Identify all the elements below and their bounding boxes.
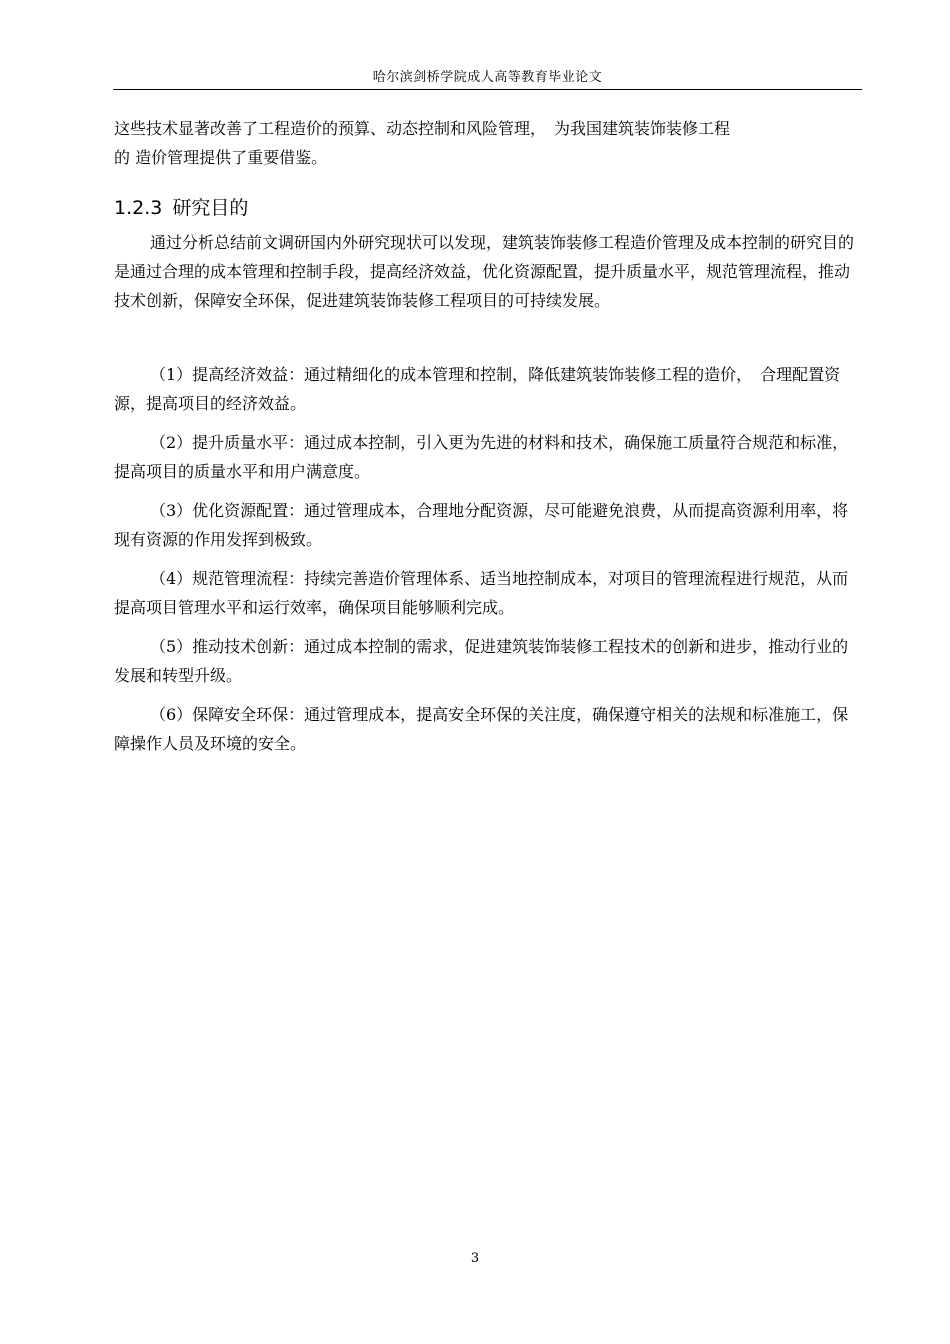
- header-divider: [113, 89, 862, 90]
- section-number: 1.2.3: [114, 197, 163, 219]
- section-heading: [114, 193, 248, 220]
- page-number: 3: [470, 1251, 480, 1266]
- item-paragraph-3: （3）优化资源配置：通过管理成本，合理地分配资源，尽可能避免浪费，从而提高资源利用率，将现有资源的作用发挥到极致。: [114, 501, 849, 549]
- item-paragraph-1: （1）提高经济效益：通过精细化的成本管理和控制，降低建筑装饰装修工程的造价， 合理配置资源，提高项目的经济效益。: [114, 365, 841, 413]
- section-title: 研究目的: [172, 197, 249, 219]
- intro-line-1: 这些技术显著改善了工程造价的预算、动态控制和风险管理， 为我国建筑装饰装修工程: [114, 119, 731, 138]
- page-header: 哈尔滨剑桥学院成人高等教育毕业论文: [372, 70, 603, 85]
- item-paragraph-6: （6）保障安全环保：通过管理成本，提高安全环保的关注度，确保遵守相关的法规和标准施工，保障操作人员及环境的安全。: [114, 705, 849, 753]
- item-paragraph-2: （2）提升质量水平：通过成本控制，引入更为先进的材料和技术，确保施工质量符合规范和标准，提高项目的质量水平和用户满意度。: [114, 433, 849, 481]
- item-paragraph-5: （5）推动技术创新：通过成本控制的需求，促进建筑装饰装修工程技术的创新和进步，推动行业的发展和转型升级。: [114, 637, 849, 685]
- item-paragraph-4: （4）规范管理流程：持续完善造价管理体系、适当地控制成本，对项目的管理流程进行规范，从而提高项目管理水平和运行效率，确保项目能够顺利完成。: [114, 569, 849, 617]
- intro-paragraph: [114, 114, 860, 172]
- summary-paragraph: 通过分析总结前文调研国内外研究现状可以发现，建筑装饰装修工程造价管理及成本控制的研究目的是通过合理的成本管理和控制手段，提高经济效益，优化资源配置，提升质量水平，规范管理流程，推动技术创新，保障安全环保，促进建筑装饰装修工程项目的可持续发展。: [114, 233, 855, 310]
- intro-line-2: 的 造价管理提供了重要借鉴。: [114, 148, 328, 167]
